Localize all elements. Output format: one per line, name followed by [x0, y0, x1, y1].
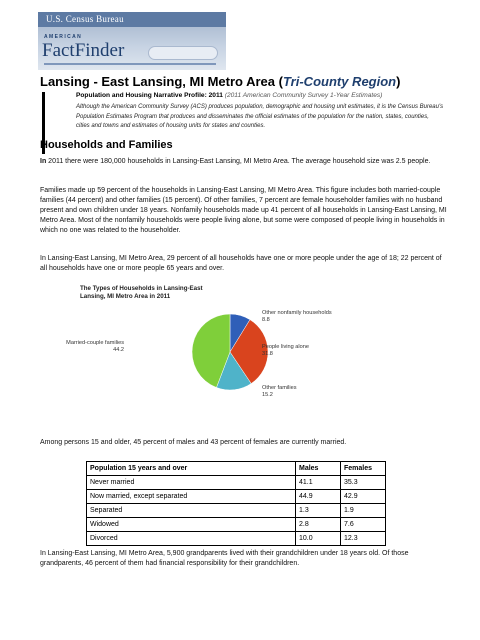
table-header-males: Males	[296, 462, 341, 476]
pie-label: People living alone	[262, 344, 309, 350]
brand-name: FactFinder	[42, 40, 125, 61]
profile-source: (2011 American Community Survey 1-Year Estimates)	[224, 92, 383, 99]
pie-value-label: 31.8	[262, 351, 273, 357]
table-row	[87, 532, 386, 546]
age-paragraph: In Lansing-East Lansing, MI Metro Area, 29 percent of all households have one or more people under the age of 18; 22 percent of all households have one or more people 65 years and over.	[40, 255, 442, 272]
table-cell-category: Never married	[87, 476, 296, 490]
families-paragraph: Families made up 59 percent of the households in Lansing-East Lansing, MI Metro Area. This figure includes both married-couple families (44 percent) and other families (15 percent). Of other families, 7 percent are female householder families with no husband present and own children under 18 years. Nonfamily households made up 41 percent of all households in Lansing-East Lansing, MI Metro Area. Most of the nonfamily households were people living alone, but some were composed of people living in households in which no one was related to the householder.	[40, 187, 447, 234]
table-cell-category: Now married, except separated	[87, 490, 296, 504]
profile-subtitle	[76, 92, 382, 99]
table-cell-females: 12.3	[341, 532, 386, 546]
table-cell-males: 44.9	[296, 490, 341, 504]
census-factfinder-banner	[38, 12, 226, 70]
household-types-pie	[66, 282, 380, 412]
households-paragraph-text: 2011 there were 180,000 households in Lansing-East Lansing, MI Metro Area. The average household size was 2.5 people.	[46, 158, 431, 165]
pie-label: Other families	[262, 385, 297, 391]
title-open-paren: (	[278, 74, 283, 89]
table-cell-males: 1.3	[296, 504, 341, 518]
pie-value-label: 8.8	[262, 317, 270, 323]
table-header-row	[87, 462, 386, 476]
page-title-main: Lansing - East Lansing, MI Metro Area	[40, 74, 275, 89]
marital-status-table	[86, 461, 386, 546]
agency-name: U.S. Census Bureau	[46, 14, 124, 24]
table-cell-males: 2.8	[296, 518, 341, 532]
married-paragraph: Among persons 15 and older, 45 percent of males and 43 percent of females are currently married.	[40, 439, 347, 446]
table-cell-category: Widowed	[87, 518, 296, 532]
table-cell-females: 7.6	[341, 518, 386, 532]
page-title	[40, 74, 400, 89]
table-cell-females: 1.9	[341, 504, 386, 518]
pie-value-label: 15.2	[262, 392, 273, 398]
table-cell-category: Separated	[87, 504, 296, 518]
table-cell-category: Divorced	[87, 532, 296, 546]
households-paragraph	[40, 157, 450, 167]
table-cell-females: 35.3	[341, 476, 386, 490]
household-types-chart	[66, 282, 380, 412]
title-region: Tri-County Region	[282, 74, 397, 89]
grandparents-paragraph: In Lansing-East Lansing, MI Metro Area, 5,900 grandparents lived with their grandchildren under 18 years old. Of those grandparents, 46 percent of them had financial responsibility for their grandchildren.	[40, 550, 409, 567]
table-header-females: Females	[341, 462, 386, 476]
pie-label: Other nonfamily households	[262, 310, 332, 316]
title-close-paren: )	[396, 74, 401, 89]
profile-label: Population and Housing Narrative Profile: 2011	[76, 92, 223, 99]
table-row	[87, 490, 386, 504]
pie-value-label: 44.2	[113, 347, 124, 353]
pie-label: Married-couple families	[66, 340, 124, 346]
table-cell-females: 42.9	[341, 490, 386, 504]
table-cell-males: 10.0	[296, 532, 341, 546]
table-row	[87, 476, 386, 490]
banner-decor-pill	[148, 46, 218, 60]
table-header-population: Population 15 years and over	[87, 462, 296, 476]
banner-divider	[44, 63, 216, 65]
chart-title: The Types of Households in Lansing-East Lansing, MI Metro Area in 2011	[80, 285, 203, 300]
households-paragraph-lead: In	[40, 158, 47, 165]
table-row	[87, 504, 386, 518]
profile-about-text: Although the American Community Survey (ACS) produces population, demographic and housing unit estimates, it is the Census Bureau's Population Estimates Program that produces and disseminates the official estimates of the population for the nation, states, counties, cities and towns and estimates of housing units for states and counties.	[76, 104, 444, 130]
table-cell-males: 41.1	[296, 476, 341, 490]
table-row	[87, 518, 386, 532]
brand-top-text: AMERICAN	[44, 34, 83, 40]
section-heading: Households and Families	[40, 139, 173, 151]
